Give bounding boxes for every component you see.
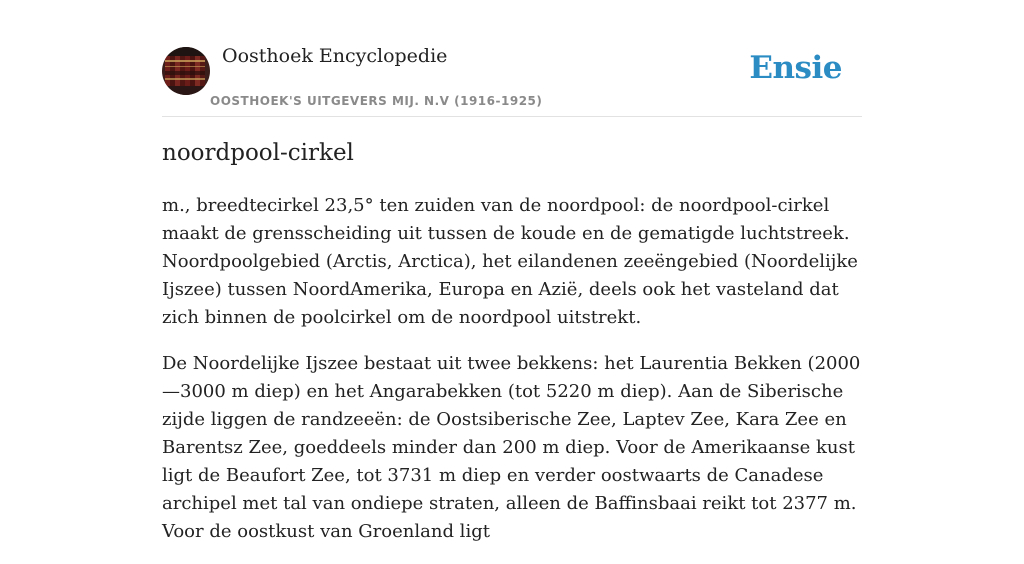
- brand-logo[interactable]: Ensie: [749, 50, 842, 86]
- entry-paragraph: De Noordelijke Ijszee bestaat uit twee bekkens: het Laurentia Bekken (2000—3000 m diep) en het Angarabekken (tot 5220 m diep). Aan de Siberische zijde liggen de randzeeën: de Oostsiberische Zee, Laptev Zee, Kara Zee en Barentsz Zee, goeddeels minder dan 200 m diep. Voor de Amerikaanse kust ligt de Beaufort Zee, tot 3731 m diep en verder oostwaarts de Canadese archipel met tal van ondiepe straten, alleen de Baffinsbaai reikt tot 2377 m. Voor de oostkust van Groenland ligt: [162, 353, 861, 542]
- source-header: [162, 0, 862, 117]
- bookshelf-avatar-icon[interactable]: [162, 47, 210, 95]
- entry-paragraph: m., breedtecirkel 23,5° ten zuiden van de noordpool: de noordpool-cirkel maakt de grensscheiding uit tussen de koude en de gematigde luchtstreek. Noordpoolgebied (Arctis, Arctica), het eilandenen zeeëngebied (Noordelijke Ijszee) tussen NoordAmerika, Europa en Azië, deels ook het vasteland dat zich binnen de poolcirkel om de noordpool uitstrekt.: [162, 195, 858, 328]
- source-title[interactable]: Oosthoek Encyclopedie: [222, 45, 448, 67]
- entry-body: [162, 192, 862, 564]
- entry-title: noordpool-cirkel: [162, 140, 354, 166]
- page-container: [162, 0, 862, 542]
- source-subtitle: OOSTHOEK'S UITGEVERS MIJ. N.V (1916-1925): [210, 94, 543, 108]
